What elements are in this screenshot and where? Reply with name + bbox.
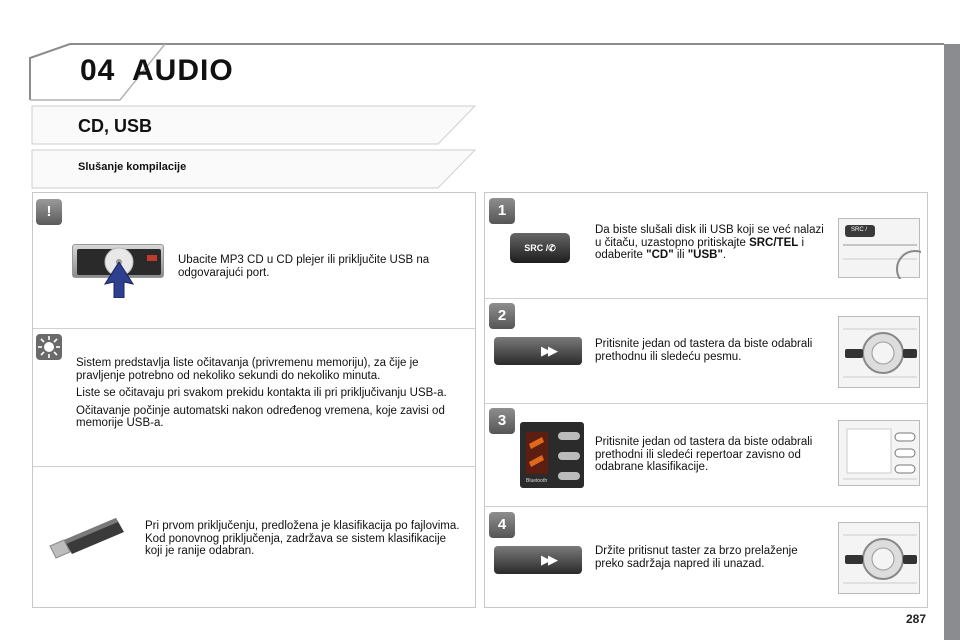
info-lamp-icon [36,334,62,360]
page-number: 287 [906,612,927,626]
control-knob-image [839,317,921,389]
usb-stick-image [46,512,126,562]
src-tel-button [510,233,570,263]
step-3-radio-thumbnail [838,420,920,486]
step-2-radio-thumbnail [838,316,920,388]
step-1-bold-src: SRC/TEL [749,236,799,249]
info-text [76,357,468,435]
step-3-text: Pritisnite jedan od tastera da biste odabrali prethodni ili sledeći repertoar zavisno od odabrane klasifikacije. [595,436,813,473]
src-button-label: SRC / [524,243,549,253]
bluetooth-label: Bluetooth [526,478,548,484]
left-divider-1 [33,328,475,329]
info-paragraph-3: Očitavanje počinje automatski nakon određenog vremena, koje zavisi od memorije USB-a. [76,404,445,429]
step-1-text [595,224,827,262]
step-1-badge: 1 [489,198,515,224]
subsection-title: Slušanje kompilacije [78,161,187,173]
left-divider-2 [33,466,475,467]
phone-icon: ✆ [548,243,556,253]
step-1-radio-thumbnail [838,218,920,278]
section-title: CD, USB [78,116,153,136]
thumb-src-label: SRC / [851,227,868,233]
folder-navigation-display [520,422,584,488]
step-1-bold-cd: "CD" [646,249,674,261]
step-2-text: Pritisnite jedan od tastera da biste odabrali prethodnu ili sledeću pesmu. [595,338,813,363]
step-3-badge: 3 [489,408,515,434]
step-1-bold-usb: "USB" [687,249,723,261]
insert-arrow-icon [104,262,134,298]
step-1-text-mid: i odaberite [595,236,805,261]
info-paragraph-2: Liste se očitavaju pri svakom prekidu kontakta ili pri priključivanju USB-a. [76,387,447,399]
sidebar-strip [944,44,960,640]
insert-instruction: Ubacite MP3 CD u CD plejer ili priključite USB na odgovarajući port. [178,254,430,279]
control-knob-image-2 [839,523,921,595]
step-1-text-or: ili [673,249,688,261]
chapter-title: AUDIO [132,54,234,87]
usb-classification-text: Pri prvom priključenju, predložena je klasifikacija po fajlovima. Kod ponovnog priključenja, zadržava se sistem klasifikacije koji je ranije odabran. [145,520,460,557]
fast-forward-button: ▶▶ [514,546,582,574]
step-4-radio-thumbnail [838,522,920,594]
right-divider-2 [485,403,927,404]
step-4-badge: 4 [489,512,515,538]
right-divider-3 [485,506,927,507]
chapter-number: 04 [80,54,116,87]
folder-buttons-image [839,421,921,487]
step-1-text-pre: Da biste slušali disk ili USB koji se već nalazi u čitaču, uzastopno pritiskajte [595,224,824,249]
next-track-button-face: ▶▶ [514,337,582,365]
step-2-badge: 2 [489,303,515,329]
right-divider-1 [485,298,927,299]
warning-icon: ! [36,199,62,225]
info-paragraph-1: Sistem predstavlja liste očitavanja (privremenu memoriju), za čije je pravljenje potrebno od nekoliko sekundi do nekoliko minuta. [76,357,419,382]
step-1-text-end: . [722,249,727,261]
step-4-text: Držite pritisnut taster za brzo prelaženje preko sadržaja napred ili unazad. [595,545,798,570]
